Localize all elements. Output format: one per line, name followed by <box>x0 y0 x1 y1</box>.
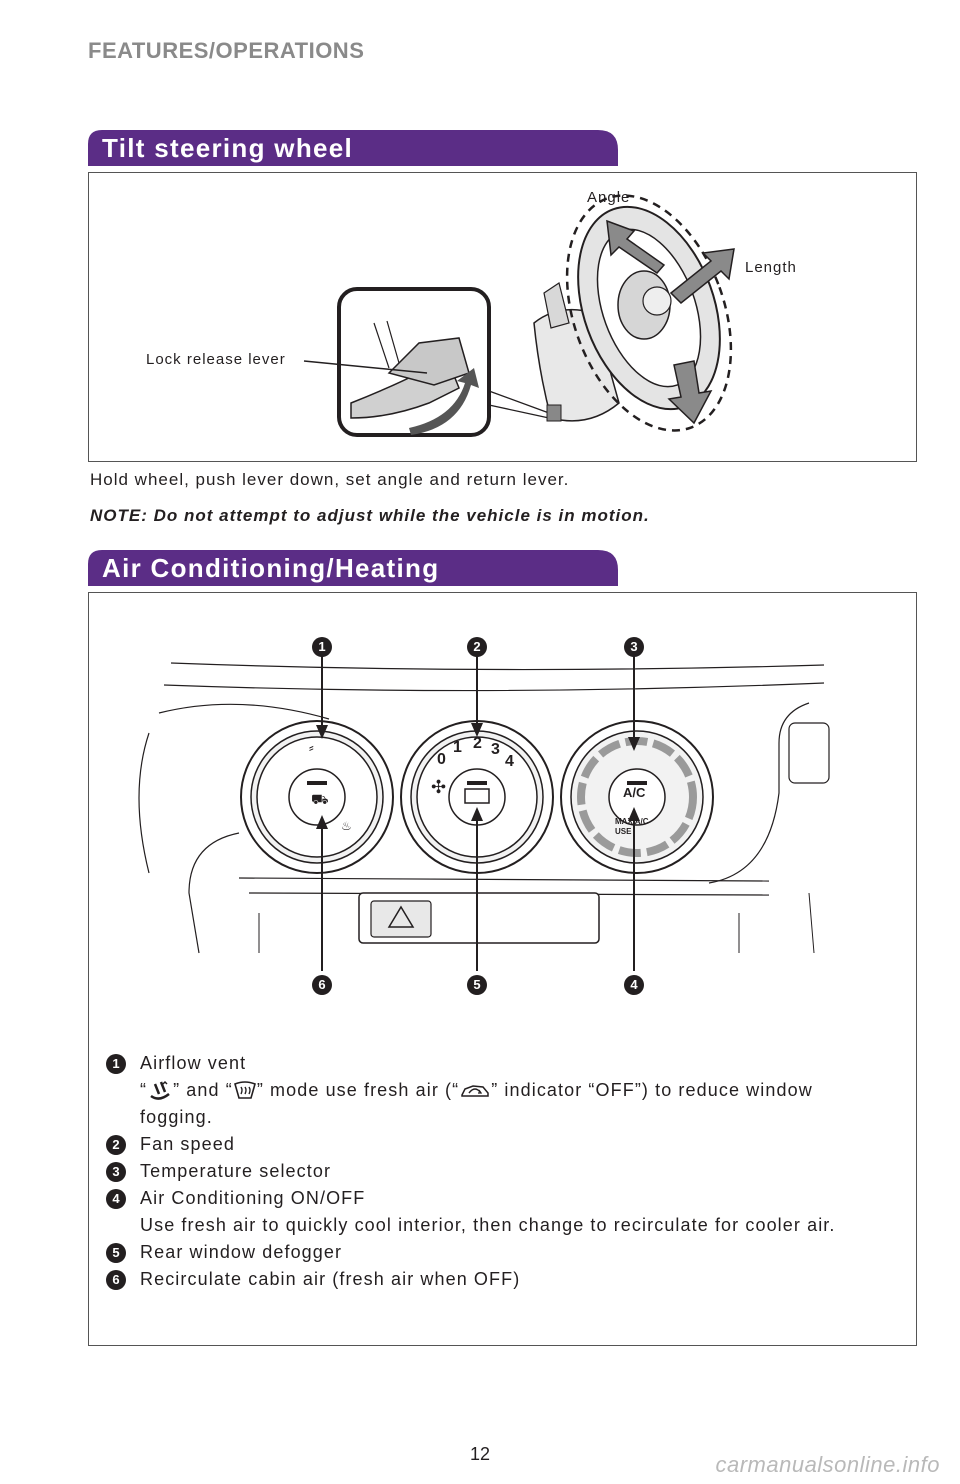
legend-title: Recirculate cabin air (fresh air when OFF) <box>140 1269 521 1289</box>
legend-number: 1 <box>106 1054 126 1074</box>
ac-button-label: A/C <box>623 785 646 800</box>
use-label: USE <box>615 827 632 836</box>
fan-speed-number: 3 <box>491 741 500 758</box>
tilt-illustration-box <box>88 172 917 462</box>
legend-description <box>140 1077 886 1131</box>
angle-label: Angle <box>587 189 631 206</box>
legend-title: Airflow vent <box>140 1053 247 1073</box>
tilt-note: NOTE: Do not attempt to adjust while the vehicle is in motion. <box>90 506 650 525</box>
windshield-defrost-icon <box>233 1080 257 1102</box>
legend-item-fan-speed <box>106 1131 886 1158</box>
callout-1: 1 <box>312 637 332 657</box>
climate-control-illustration <box>89 593 916 1033</box>
fan-speed-number: 1 <box>453 739 462 756</box>
callout-2: 2 <box>467 637 487 657</box>
defrost-icon: ♨ <box>341 819 352 833</box>
fan-speed-number: 2 <box>473 735 482 752</box>
legend-item-rear-defogger <box>106 1239 886 1266</box>
legend-number: 3 <box>106 1162 126 1182</box>
legend-item-airflow <box>106 1050 886 1131</box>
desc-text: ” indicator “OFF”) to reduce window fogging. <box>140 1080 813 1127</box>
tilt-section-title: Tilt steering wheel <box>102 133 354 163</box>
legend-title: Rear window defogger <box>140 1242 343 1262</box>
max-ac-label: MAX A/C <box>615 817 649 826</box>
foot-defrost-mode-icon <box>147 1080 173 1102</box>
legend-title: Fan speed <box>140 1134 235 1154</box>
tilt-section-banner <box>88 130 618 166</box>
callout-6: 6 <box>312 975 332 995</box>
fan-speed-number: 0 <box>437 751 446 768</box>
ac-legend-list <box>106 1050 886 1293</box>
desc-text: ” and “ <box>173 1080 233 1100</box>
legend-number: 6 <box>106 1270 126 1290</box>
legend-title: Air Conditioning ON/OFF <box>140 1188 366 1208</box>
lock-release-lever-label: Lock release lever <box>146 351 286 368</box>
legend-description: Use fresh air to quickly cool interior, then change to recirculate for cooler air. <box>140 1215 836 1235</box>
legend-number: 5 <box>106 1243 126 1263</box>
callout-4: 4 <box>624 975 644 995</box>
steering-column-illustration <box>89 173 916 461</box>
ac-section-banner <box>88 550 618 586</box>
page-number: 12 <box>469 1444 491 1464</box>
legend-number: 4 <box>106 1189 126 1209</box>
section-header: FEATURES/OPERATIONS <box>88 38 365 63</box>
callout-3: 3 <box>624 637 644 657</box>
ac-section-title: Air Conditioning/Heating <box>102 553 440 583</box>
recirculate-icon: ⛟ <box>311 791 329 807</box>
recirculate-air-icon <box>459 1081 491 1101</box>
callout-5: 5 <box>467 975 487 995</box>
legend-item-temperature <box>106 1158 886 1185</box>
desc-text: “ <box>140 1080 148 1100</box>
length-label: Length <box>745 259 797 276</box>
legend-item-ac-on-off <box>106 1185 886 1239</box>
legend-title: Temperature selector <box>140 1161 332 1181</box>
watermark: carmanualsonline.info <box>715 1452 940 1477</box>
legend-number: 2 <box>106 1135 126 1155</box>
legend-item-recirculate <box>106 1266 886 1293</box>
airflow-mode-icon: ⸗ <box>309 739 314 755</box>
tilt-caption: Hold wheel, push lever down, set angle and return lever. <box>90 470 570 489</box>
fan-speed-number: 4 <box>505 753 514 770</box>
desc-text: ” mode use fresh air (“ <box>256 1080 460 1100</box>
fan-icon: ✣ <box>431 777 447 797</box>
